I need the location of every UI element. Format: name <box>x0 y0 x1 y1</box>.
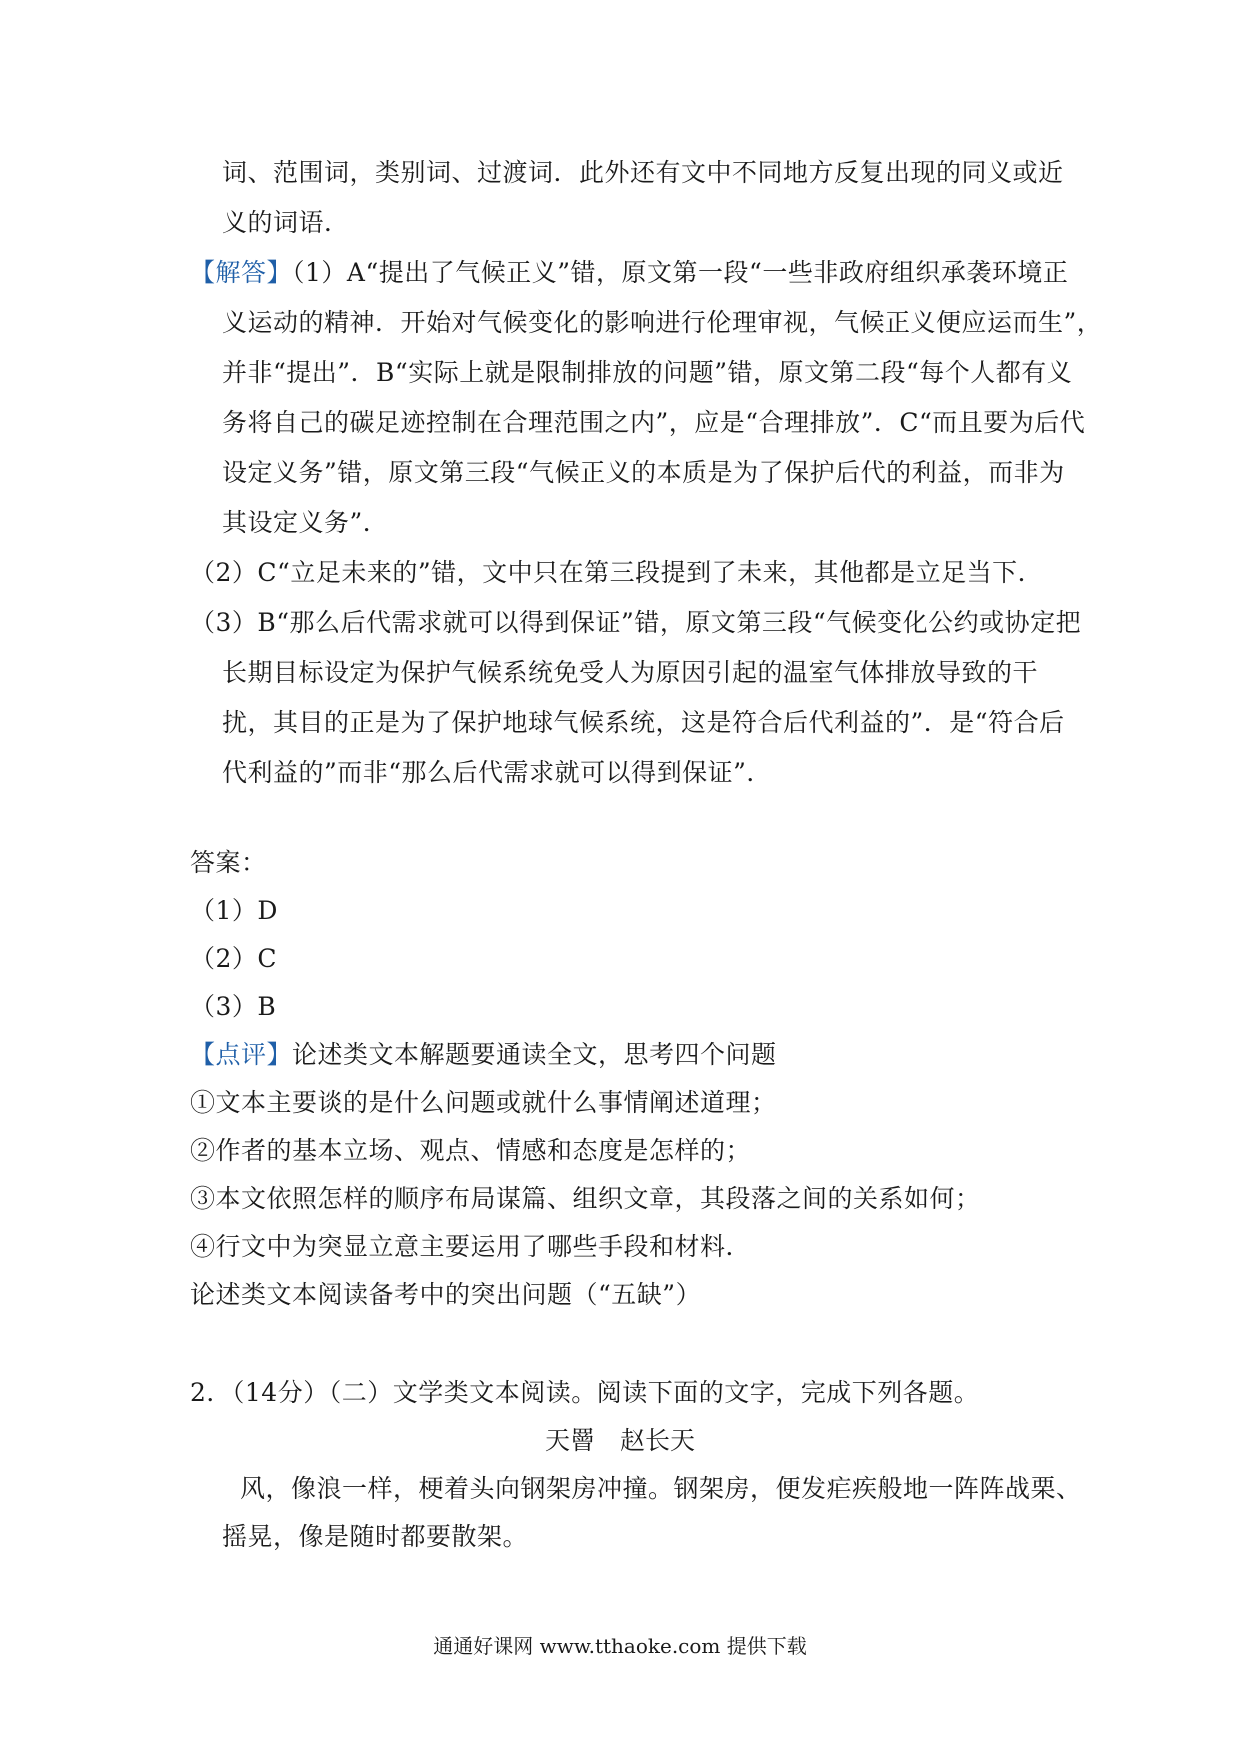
text-span: 论述类文本解题要通读全文，思考四个问题 <box>292 1040 777 1069</box>
jieda-tag: 【解答】 <box>190 258 293 287</box>
page-footer: 通通好课网 www.tthaoke.com 提供下载 <box>433 1634 807 1658</box>
text-line: 长期目标设定为保护气候系统免受人为原因引起的温室气体排放导致的干 <box>222 658 1039 687</box>
question-title: 2．（14分）（二）文学类文本阅读。阅读下面的文字，完成下列各题。 <box>190 1378 980 1407</box>
text-span: （1）A“提出了气候正义”错，原文第一段“一些非政府组织承袭环境正 <box>292 258 1069 287</box>
question-item: ①文本主要谈的是什么问题或就什么事情阐述道理； <box>190 1088 777 1117</box>
dianping-tag: 【点评】 <box>190 1040 293 1069</box>
text-line: 义的词语． <box>222 208 350 237</box>
text-line: （2）C“立足未来的”错，文中只在第三段提到了未来，其他都是立足当下． <box>190 558 1044 587</box>
question-item: ③本文依照怎样的顺序布局谋篇、组织文章，其段落之间的关系如何； <box>190 1184 981 1213</box>
question-item: ④行文中为突显立意主要运用了哪些手段和材料． <box>190 1232 752 1261</box>
answer-item: （3）B <box>190 992 277 1021</box>
answer-item: （2）C <box>190 944 278 973</box>
text-line: 义运动的精神．开始对气候变化的影响进行伦理审视，气候正义便应运而生”， <box>222 308 1103 337</box>
question-item: ②作者的基本立场、观点、情感和态度是怎样的； <box>190 1136 752 1165</box>
text-line <box>190 1038 777 1072</box>
text-line: 其设定义务”． <box>222 508 389 537</box>
text-line: 词、范围词，类别词、过渡词．此外还有文中不同地方反复出现的同义或近 <box>222 158 1064 187</box>
text-line: （3）B“那么后代需求就可以得到保证”错，原文第三段“气候变化公约或协定把 <box>190 608 1082 637</box>
text-line: 务将自己的碳足迹控制在合理范围之内”，应是“合理排放”．C“而且要为后代 <box>222 408 1086 437</box>
story-title: 天罾 赵长天 <box>544 1426 695 1455</box>
text-line <box>190 256 1068 290</box>
story-paragraph: 摇晃，像是随时都要散架。 <box>222 1522 529 1551</box>
text-line: 代利益的”而非“那么后代需求就可以得到保证”． <box>222 758 772 787</box>
text-line: 论述类文本阅读备考中的突出问题（“五缺”） <box>190 1280 702 1309</box>
text-line: 设定义务”错，原文第三段“气候正义的本质是为了保护后代的利益，而非为 <box>222 458 1065 487</box>
answer-label: 答案： <box>190 848 267 877</box>
text-line: 并非“提出”．B“实际上就是限制排放的问题”错，原文第二段“每个人都有义 <box>222 358 1073 387</box>
story-paragraph: 风，像浪一样，梗着头向钢架房冲撞。钢架房，便发疟疾般地一阵阵战栗、 <box>240 1474 1082 1503</box>
text-line: 扰，其目的正是为了保护地球气候系统，这是符合后代利益的”．是“符合后 <box>222 708 1065 737</box>
answer-item: （1）D <box>190 896 278 925</box>
